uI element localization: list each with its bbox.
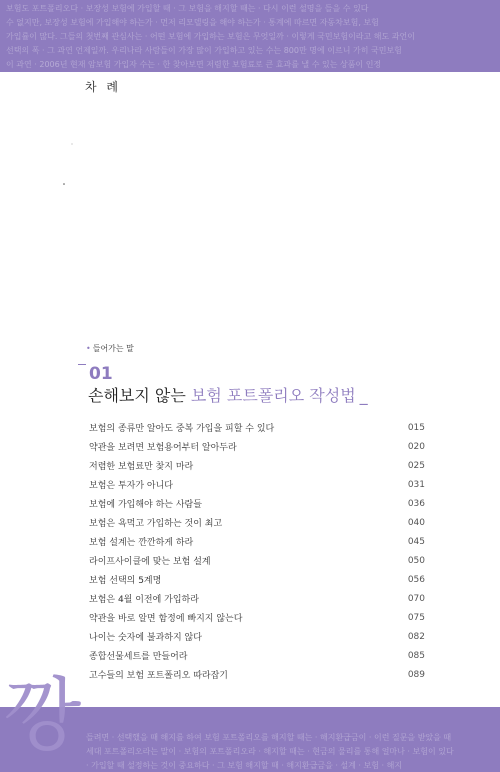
toc-item-page: 070 xyxy=(407,593,425,604)
band-text-line: 가입률이 많다. 그들의 첫번째 관심사는 · 어떤 보험에 가입하는 보험은 무엇일까 · 이렇게 국민보험이라고 해도 과언이 xyxy=(6,32,415,41)
toc-item xyxy=(89,437,425,456)
band-text-line: 보험도 포트폴리오다 · 보장성 보험에 가입할 때 · 그 보험을 해지할 때는 · 다시 이런 설명을 들을 수 있다 xyxy=(6,4,369,13)
toc-item-title: 보험은 욕먹고 가입하는 것이 최고 xyxy=(89,519,223,529)
band-text-line: 세대 포트폴리오라는 말이 · 보험의 포트폴리오라 · 해지할 때는 · 현금의 물리를 통해 얼마나 · 보험이 있다 xyxy=(86,747,454,756)
toc-item xyxy=(89,570,425,589)
toc-item-page: 082 xyxy=(407,631,425,642)
toc-item-page: 045 xyxy=(407,536,425,547)
intro-label: 들어가는 말 xyxy=(92,344,134,353)
intro-entry xyxy=(86,343,134,354)
toc-list xyxy=(89,418,425,684)
toc-item-title: 보험 선택의 5계명 xyxy=(89,576,162,586)
toc-item-page: 020 xyxy=(407,441,425,452)
chapter-number: 01 xyxy=(89,364,113,384)
toc-item xyxy=(89,418,425,437)
band-text-line: 수 없지만, 보장성 보험에 가입해야 하는가 · 먼저 리모델링을 해야 하는가 · 통계에 따르면 자동차보험, 보험 xyxy=(6,18,379,27)
toc-item-page: 050 xyxy=(407,555,425,566)
decorative-glyph-watermark: 깡 xyxy=(4,669,82,762)
toc-item-title: 나이는 숫자에 불과하지 않다 xyxy=(89,633,202,643)
toc-item xyxy=(89,456,425,475)
toc-item xyxy=(89,627,425,646)
toc-item-page: 075 xyxy=(407,612,425,623)
toc-item-title: 보험에 가입해야 하는 사람들 xyxy=(89,500,202,510)
toc-item-title: 약관을 보려면 보험용어부터 알아두라 xyxy=(89,443,237,453)
toc-item-page: 015 xyxy=(407,422,425,433)
toc-item-page: 040 xyxy=(407,517,425,528)
toc-item-title: 보험 설계는 깐깐하게 하라 xyxy=(89,538,194,548)
toc-item-title: 보험은 4월 이전에 가입하라 xyxy=(89,595,199,605)
toc-item-title: 라이프사이클에 맞는 보험 설계 xyxy=(89,557,211,567)
toc-item-title: 저렴한 보험료만 찾지 마라 xyxy=(89,462,194,472)
band-text-line: 이 과연 · 2006년 현재 암보험 가입자 수는 · 한 찾아보면 저렴한 보험료로 큰 효과를 낼 수 있는 상품이 인정 xyxy=(6,60,382,69)
band-text-line: 선택의 폭 · 그 과연 언제일까. 우리나라 사람들이 가장 많이 가입하고 있는 수는 800만 명에 이르니 가히 국민보험 xyxy=(6,46,402,55)
toc-item-title: 약관을 바로 알면 함정에 빠지지 않는다 xyxy=(89,614,243,624)
toc-item-title: 보험은 투자가 아니다 xyxy=(89,481,173,491)
toc-item xyxy=(89,665,425,684)
toc-item xyxy=(89,608,425,627)
toc-item xyxy=(89,513,425,532)
toc-item-page: 056 xyxy=(407,574,425,585)
toc-item-title: 보험의 종류만 알아도 중복 가입을 피할 수 있다 xyxy=(89,424,275,434)
band-text-line: · 가입할 때 설정하는 것이 중요하다 · 그 보험 해지할 때 · 해지환급금을 · 설계 · 보험 · 해지 xyxy=(86,761,403,770)
toc-item-title: 고수들의 보험 포트폴리오 따라잡기 xyxy=(89,671,228,681)
chapter-title-tail: _ xyxy=(359,386,368,405)
toc-item xyxy=(89,494,425,513)
chapter-title-main: 손해보지 않는 xyxy=(88,386,186,405)
chapter-title-accent: 보험 포트폴리오 작성법 xyxy=(190,386,356,405)
bullet-icon: • xyxy=(86,344,91,353)
top-decorative-band xyxy=(0,0,500,72)
toc-item-page: 085 xyxy=(407,650,425,661)
band-text-line: 들려면 · 선택했을 때 해지를 하여 보험 포트폴리오를 해지할 때는 · 해지환급금이 · 이런 질문을 받았을 때 xyxy=(86,733,452,742)
toc-item-page: 031 xyxy=(407,479,425,490)
toc-item-page: 036 xyxy=(407,498,425,509)
toc-item-title: 종합선물세트를 만들어라 xyxy=(89,652,188,662)
toc-item-page: 089 xyxy=(407,669,425,680)
chapter-dash xyxy=(78,364,86,365)
toc-item xyxy=(89,475,425,494)
toc-item xyxy=(89,646,425,665)
toc-heading: 차 례 xyxy=(85,80,121,94)
toc-item-page: 025 xyxy=(407,460,425,471)
toc-item xyxy=(89,551,425,570)
toc-item xyxy=(89,532,425,551)
chapter-title xyxy=(88,383,368,406)
toc-item xyxy=(89,589,425,608)
